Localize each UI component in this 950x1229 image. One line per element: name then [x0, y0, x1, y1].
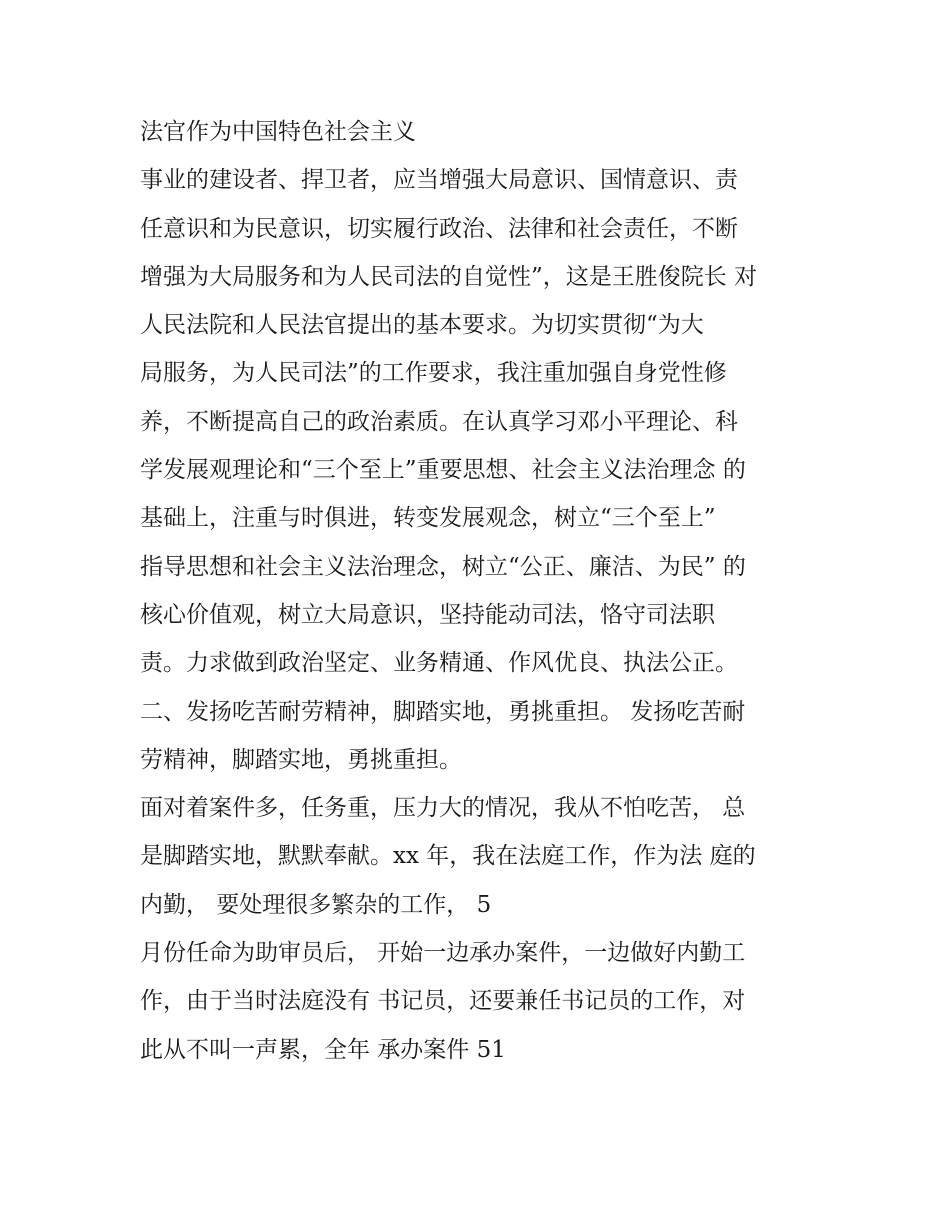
text-line: 指导思想和社会主义法治理念，树立“公正、廉洁、为民” 的 — [140, 553, 746, 580]
text-line: 是脚踏实地，默默奉献。xx 年，我在法庭工作，作为法 庭的 — [140, 843, 756, 870]
text-line: 基础上，注重与时俱进，转变发展观念，树立“三个至上” — [140, 505, 716, 532]
text-line: 此从不叫一声累，全年 承办案件 51 — [140, 1036, 506, 1063]
text-line: 内勤， 要处理很多繁杂的工作， 5 — [140, 891, 492, 918]
text-line: 责。力求做到政治坚定、业务精通、作风优良、执法公正。 — [140, 650, 738, 677]
text-line: 二、发扬吃苦耐劳精神，脚踏实地，勇挑重担。 发扬吃苦耐 — [140, 698, 746, 725]
text-line: 作，由于当时法庭没有 书记员，还要兼任书记员的工作，对 — [140, 988, 746, 1015]
text-line: 事业的建设者、捍卫者，应当增强大局意识、国情意识、责 — [140, 167, 738, 194]
text-line: 增强为大局服务和为人民司法的自觉性”，这是王胜俊院长 对 — [140, 263, 758, 290]
text-line: 养，不断提高自己的政治素质。在认真学习邓小平理论、科 — [140, 408, 738, 435]
text-line: 局服务，为人民司法”的工作要求，我注重加强自身党性修 — [140, 360, 727, 387]
text-line: 任意识和为民意识，切实履行政治、法律和社会责任，不断 — [140, 215, 738, 242]
body-text — [140, 108, 820, 1074]
text-line: 学发展观理论和“三个至上”重要思想、社会主义法治理念 的 — [140, 457, 746, 484]
text-line: 面对着案件多，任务重，压力大的情况，我从不怕吃苦， 总 — [140, 795, 746, 822]
text-line: 劳精神，脚踏实地，勇挑重担。 — [140, 746, 462, 773]
text-line: 核心价值观，树立大局意识，坚持能动司法，恪守司法职 — [140, 601, 715, 628]
text-line: 法官作为中国特色社会主义 — [140, 119, 416, 145]
text-line: 月份任命为助审员后， 开始一边承办案件，一边做好内勤工 — [140, 940, 746, 967]
text-line: 人民法院和人民法官提出的基本要求。为切实贯彻“为大 — [140, 312, 704, 339]
